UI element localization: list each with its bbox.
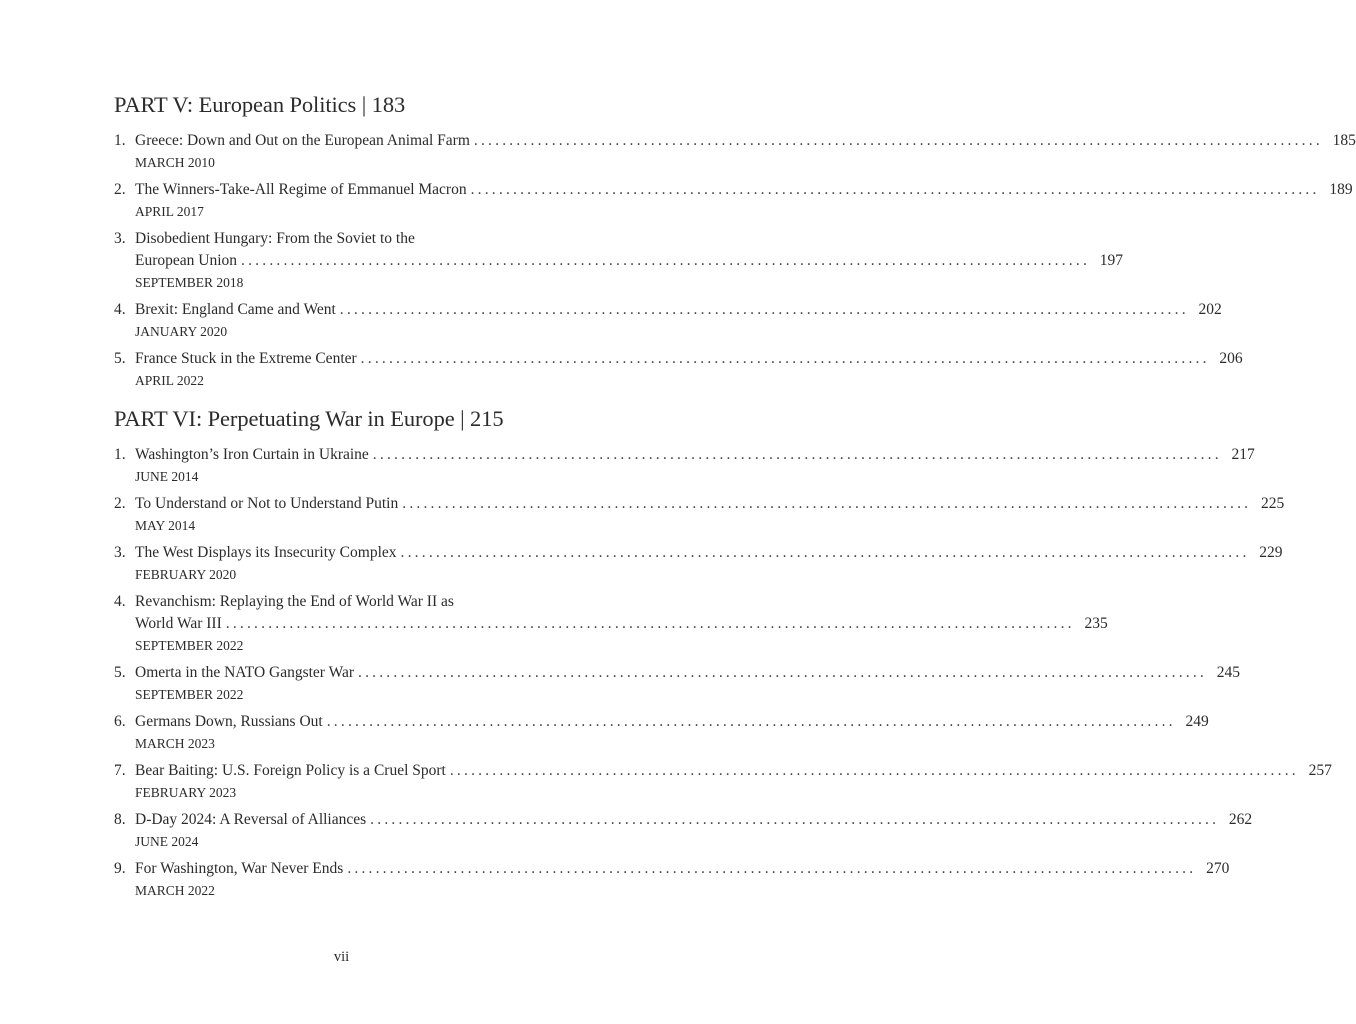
entry-date: SEPTEMBER 2022	[135, 687, 244, 702]
entry-title: France Stuck in the Extreme Center	[135, 350, 357, 367]
entry-number: 3.	[114, 544, 126, 561]
entry-title-continued: World War III	[135, 615, 222, 632]
entry-date: MARCH 2022	[135, 883, 215, 898]
toc-entry[interactable]	[114, 542, 1283, 584]
toc-entry[interactable]	[114, 179, 1353, 221]
entry-page-number: 189	[1329, 181, 1353, 198]
entry-title: Germans Down, Russians Out	[135, 713, 323, 730]
entry-date: FEBRUARY 2020	[135, 567, 237, 582]
entry-date: APRIL 2017	[135, 204, 204, 219]
entry-title: Revanchism: Replaying the End of World War II as	[135, 593, 454, 610]
entry-date: MARCH 2010	[135, 155, 215, 170]
entry-date: JUNE 2014	[135, 469, 199, 484]
entry-page-number: 229	[1259, 544, 1283, 561]
page-number: vii	[333, 949, 350, 965]
dot-leader: ........................................................................................................................	[402, 495, 1252, 512]
toc-entry[interactable]	[114, 711, 1209, 753]
toc-entry[interactable]	[114, 444, 1255, 486]
dot-leader: ........................................................................................................................	[400, 544, 1250, 561]
entry-number: 7.	[114, 762, 126, 779]
part-heading: PART VI: Perpetuating War in Europe | 215	[114, 406, 504, 431]
entry-date: JANUARY 2020	[135, 324, 228, 339]
entry-number: 4.	[114, 593, 126, 610]
toc-part-v	[114, 90, 1356, 390]
entry-title: Brexit: England Came and Went	[135, 301, 336, 318]
toc-entries	[114, 444, 1332, 900]
dot-leader: ........................................................................................................................	[347, 860, 1197, 877]
entry-title: Disobedient Hungary: From the Soviet to the	[135, 230, 415, 247]
dot-leader: ........................................................................................................................	[360, 350, 1210, 367]
dot-leader: ........................................................................................................................	[449, 762, 1299, 779]
entry-number: 2.	[114, 181, 126, 198]
toc-entry[interactable]	[114, 662, 1240, 704]
entry-title: The West Displays its Insecurity Complex	[135, 544, 397, 561]
part-heading: PART V: European Politics | 183	[114, 92, 406, 117]
dot-leader: ........................................................................................................................	[358, 664, 1207, 681]
toc-entry[interactable]	[114, 760, 1332, 802]
dot-leader: ........................................................................................................................	[372, 446, 1222, 463]
entry-page-number: 225	[1261, 495, 1285, 512]
entry-number: 9.	[114, 860, 126, 877]
entry-title: Bear Baiting: U.S. Foreign Policy is a Cruel Sport	[135, 762, 446, 779]
entry-title: For Washington, War Never Ends	[135, 860, 344, 877]
dot-leader: ........................................................................................................................	[470, 181, 1320, 198]
toc-part-vi	[114, 404, 1332, 900]
dot-leader: ........................................................................................................................	[339, 301, 1189, 318]
dot-leader: ........................................................................................................................	[225, 615, 1075, 632]
dot-leader: ........................................................................................................................	[326, 713, 1176, 730]
entry-date: SEPTEMBER 2018	[135, 275, 244, 290]
entry-page-number: 270	[1206, 860, 1230, 877]
entry-date: MARCH 2023	[135, 736, 215, 751]
entry-page-number: 249	[1185, 713, 1209, 730]
toc-entry[interactable]	[114, 591, 1108, 655]
entry-date: FEBRUARY 2023	[135, 785, 237, 800]
toc-entry[interactable]	[114, 348, 1243, 390]
entry-title: The Winners-Take-All Regime of Emmanuel Macron	[135, 181, 467, 198]
entry-title: Greece: Down and Out on the European Animal Farm	[135, 132, 470, 149]
toc-entry[interactable]	[114, 299, 1222, 341]
toc-entry[interactable]	[114, 809, 1253, 851]
toc-entry[interactable]	[114, 493, 1285, 535]
toc-entry[interactable]	[114, 228, 1124, 292]
entry-title: Washington’s Iron Curtain in Ukraine	[135, 446, 369, 463]
entry-number: 5.	[114, 664, 126, 681]
entry-number: 4.	[114, 301, 126, 318]
entry-title: To Understand or Not to Understand Putin	[135, 495, 399, 512]
entry-date: APRIL 2022	[135, 373, 204, 388]
entry-page-number: 197	[1099, 252, 1124, 269]
entry-number: 1.	[114, 446, 126, 463]
entry-page-number: 217	[1231, 446, 1255, 463]
entry-number: 6.	[114, 713, 126, 730]
entry-number: 1.	[114, 132, 126, 149]
dot-leader: ........................................................................................................................	[473, 132, 1323, 149]
entry-page-number: 262	[1228, 811, 1253, 828]
entry-page-number: 257	[1308, 762, 1332, 779]
entry-date: JUNE 2024	[135, 834, 199, 849]
entry-page-number: 245	[1216, 664, 1240, 681]
dot-leader: ........................................................................................................................	[370, 811, 1220, 828]
entry-number: 8.	[114, 811, 126, 828]
entry-title: Omerta in the NATO Gangster War	[135, 664, 354, 681]
entry-number: 5.	[114, 350, 126, 367]
entry-page-number: 235	[1084, 615, 1108, 632]
entry-page-number: 206	[1219, 350, 1243, 367]
entry-number: 3.	[114, 230, 126, 247]
dot-leader: ........................................................................................................................	[241, 252, 1091, 269]
toc-entry[interactable]	[114, 858, 1230, 900]
entry-page-number: 185	[1332, 132, 1356, 149]
entry-number: 2.	[114, 495, 126, 512]
entry-date: SEPTEMBER 2022	[135, 638, 244, 653]
entry-title: D-Day 2024: A Reversal of Alliances	[135, 811, 367, 828]
toc-entry[interactable]	[114, 130, 1356, 172]
table-of-contents	[114, 90, 1356, 914]
entry-title-continued: European Union	[135, 252, 238, 269]
entry-date: MAY 2014	[135, 518, 196, 533]
entry-page-number: 202	[1198, 301, 1222, 318]
toc-entries	[114, 130, 1356, 390]
